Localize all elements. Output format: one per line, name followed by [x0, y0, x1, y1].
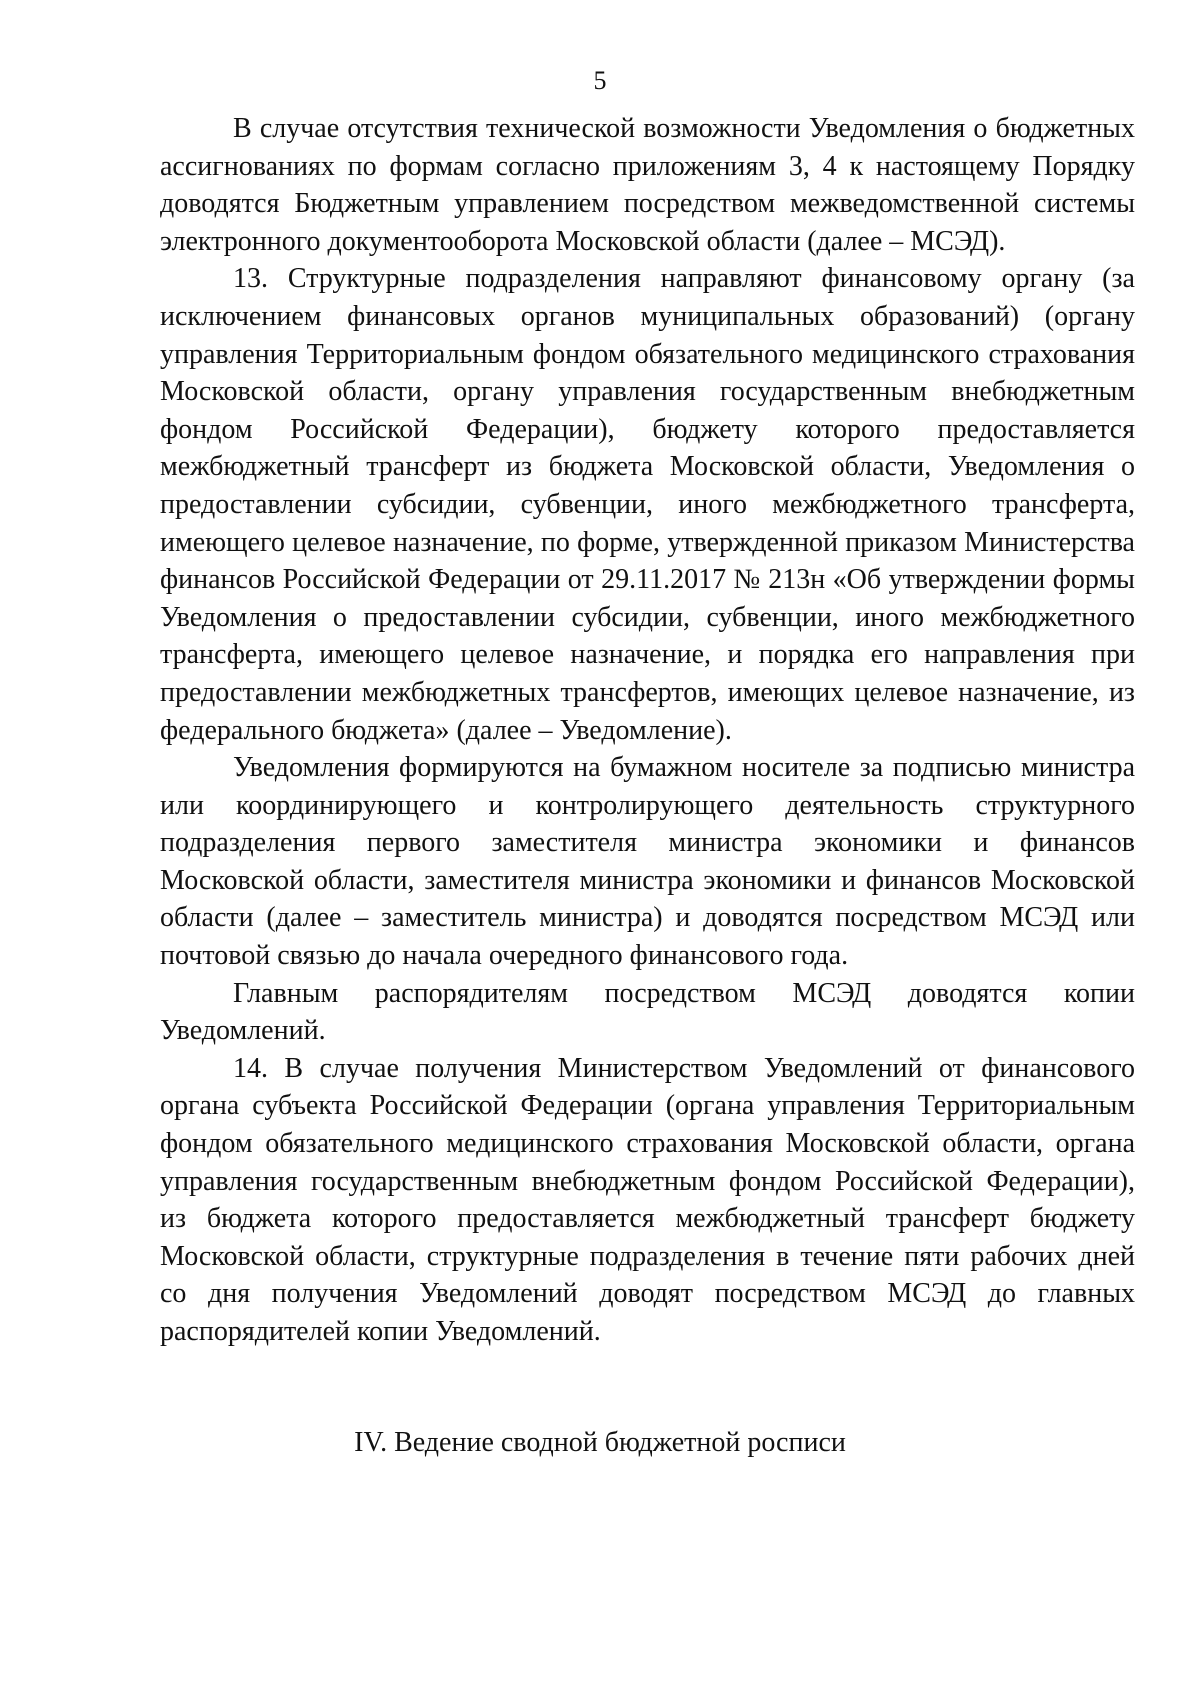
document-body	[160, 110, 1135, 1351]
paragraph-notifications-formed: Уведомления формируются на бумажном носителе за подписью министра или координирующего и контролирующего деятельность структурного подразделения первого заместителя министра экономики и финансов Московской области, заместителя министра экономики и финансов Московской области (далее – заместитель министра) и доводятся посредством МСЭД или почтовой связью до начала очередного финансового года.	[160, 752, 1135, 972]
paragraph-main-managers-copies: Главным распорядителям посредством МСЭД доводятся копии Уведомлений.	[160, 977, 1135, 1047]
paragraph-technical-impossibility: В случае отсутствия технической возможности Уведомления о бюджетных ассигнованиях по формам согласно приложениям 3, 4 к настоящему Порядку доводятся Бюджетным управлением посредством межведомственной системы электронного документооборота Московской области (далее – МСЭД).	[160, 113, 1135, 257]
paragraph-item-13: 13. Структурные подразделения направляют финансовому органу (за исключением финансовых органов муниципальных образований) (органу управления Территориальным фондом обязательного медицинского страхования Московской области, органу управления государственным внебюджетным фондом Российской Федерации), бюджету которого предоставляется межбюджетный трансферт из бюджета Московской области, Уведомления о предоставлении субсидии, субвенции, иного межбюджетного трансферта, имеющего целевое назначение, по форме, утвержденной приказом Министерства финансов Российской Федерации от 29.11.2017 № 213н «Об утверждении формы Уведомления о предоставлении субсидии, субвенции, иного межбюджетного трансферта, имеющего целевое назначение, и порядка его направления при предоставлении межбюджетных трансфертов, имеющих целевое назначение, из федерального бюджета» (далее – Уведомление).	[160, 263, 1135, 746]
section-heading: IV. Ведение сводной бюджетной росписи	[354, 1427, 846, 1458]
paragraph-item-14: 14. В случае получения Министерством Уведомлений от финансового органа субъекта Российской Федерации (органа управления Территориальным фондом обязательного медицинского страхования Московской области, органа управления государственным внебюджетным фондом Российской Федерации), из бюджета которого предоставляется межбюджетный трансферт бюджету Московской области, структурные подразделения в течение пяти рабочих дней со дня получения Уведомлений доводят посредством МСЭД до главных распорядителей копии Уведомлений.	[160, 1052, 1135, 1347]
page-number: 5	[593, 66, 607, 95]
